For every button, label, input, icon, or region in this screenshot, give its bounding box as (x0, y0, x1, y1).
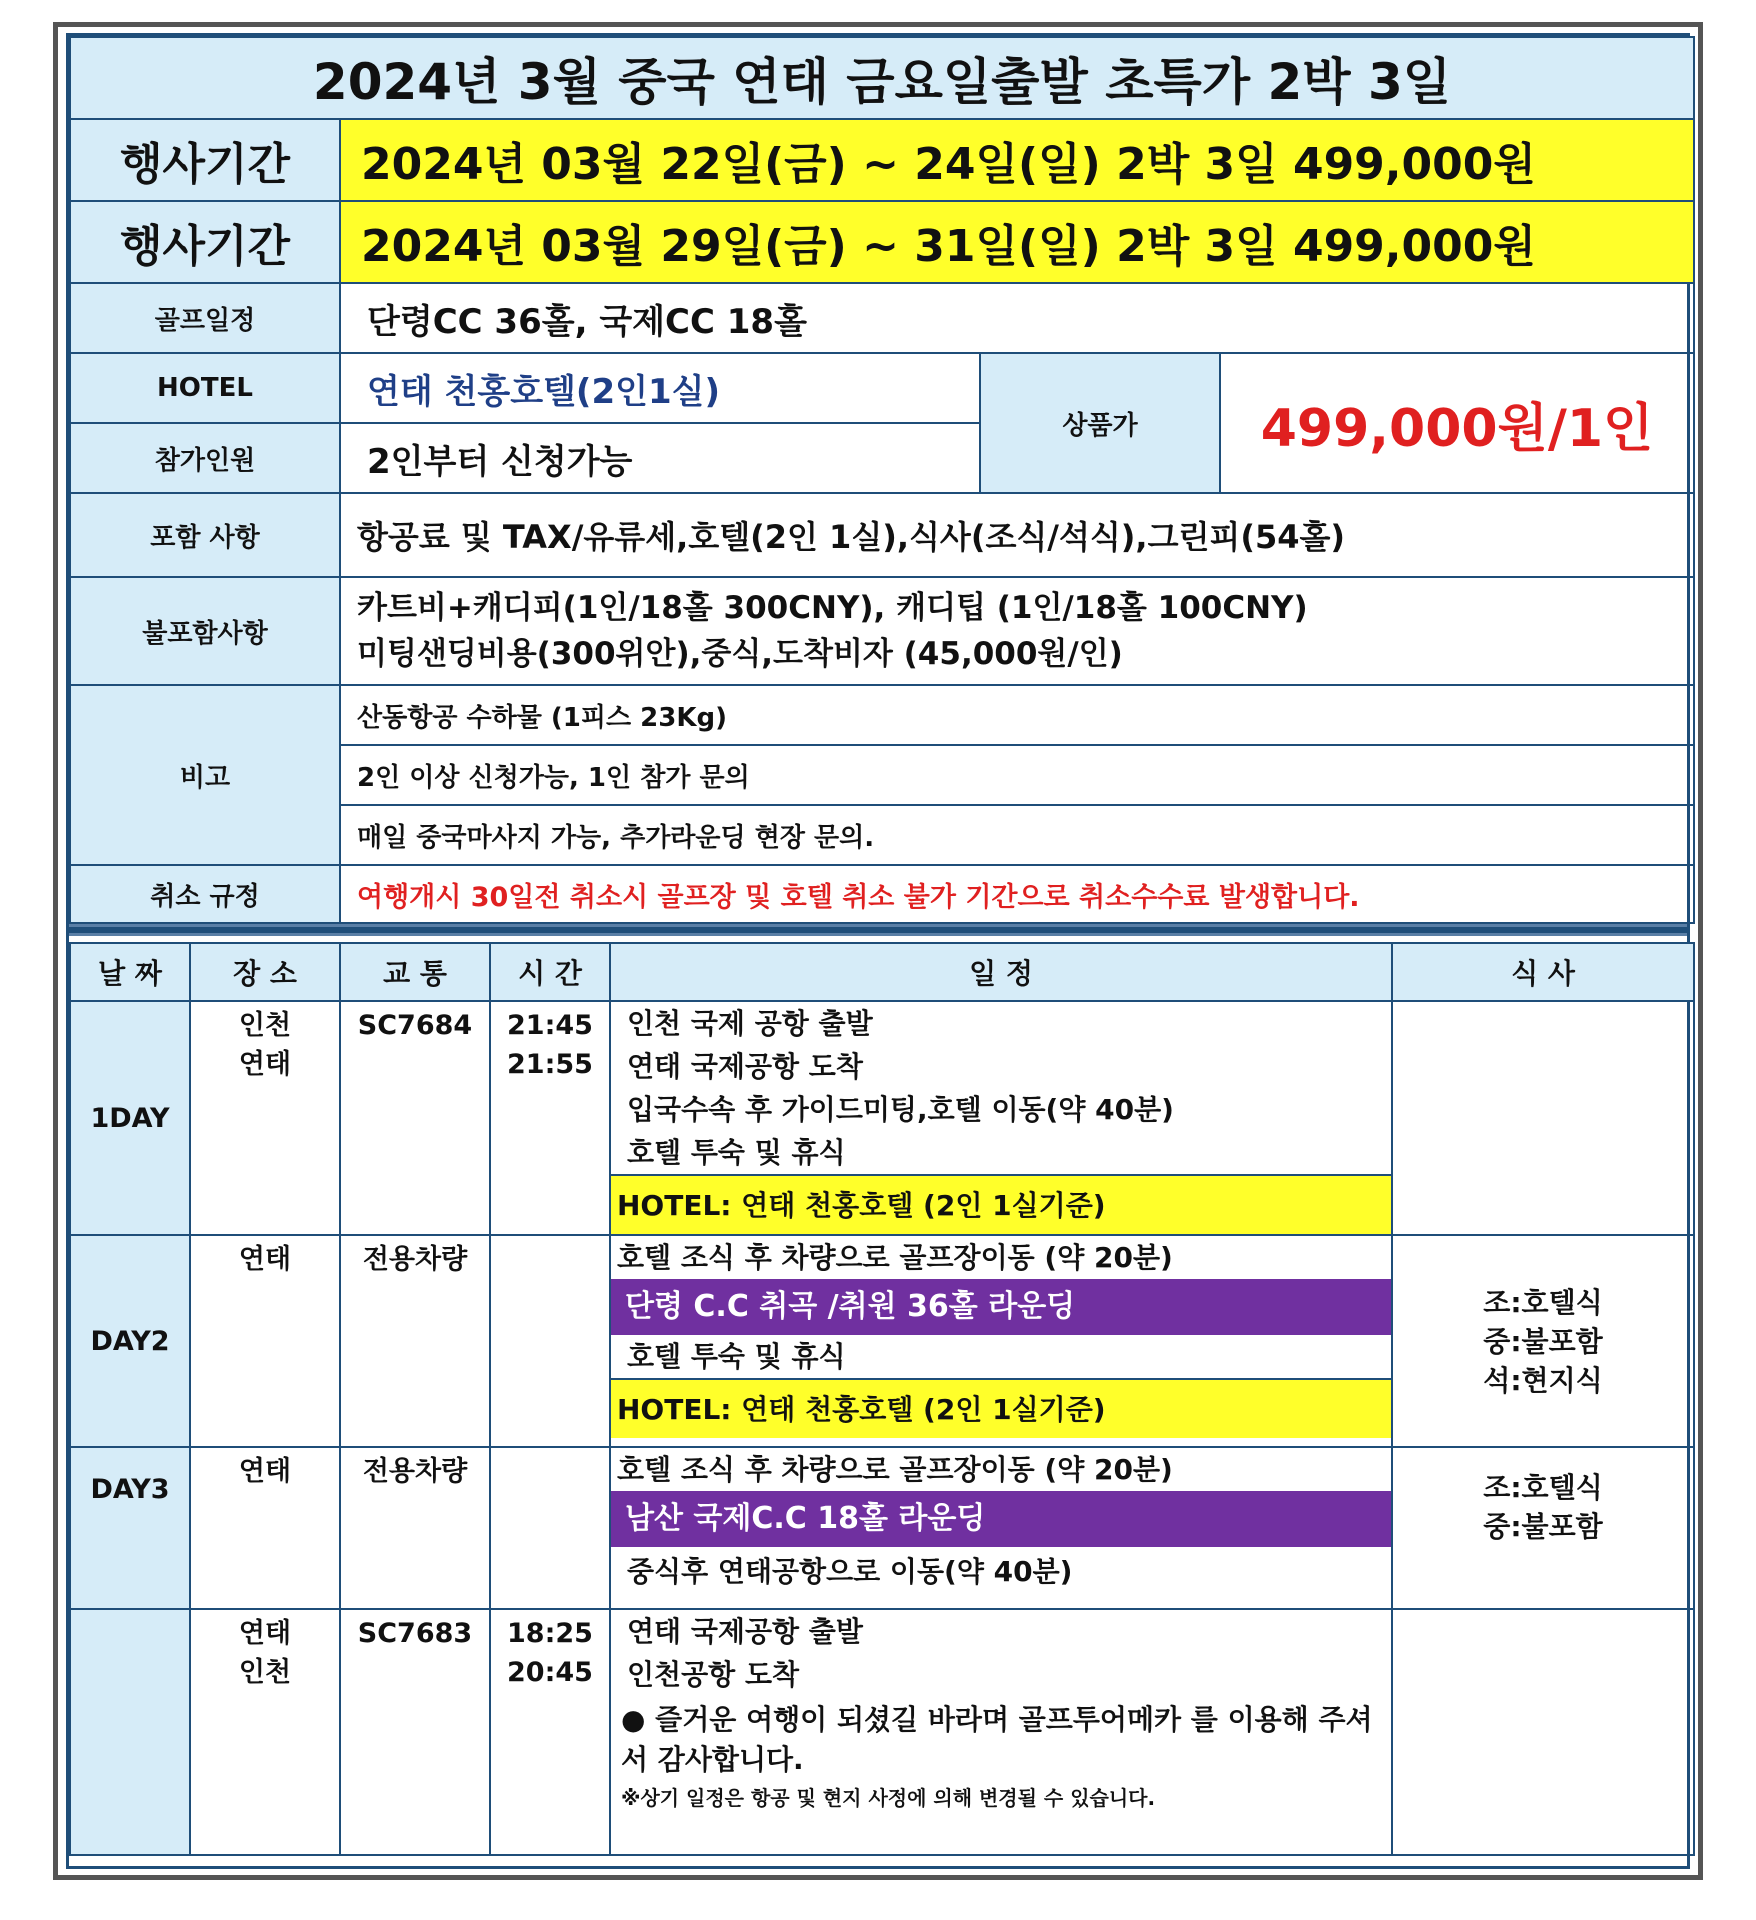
excluded-value (340, 577, 1694, 685)
summary-table (69, 36, 1695, 924)
itinerary-cell (610, 1235, 1392, 1447)
header-time: 시 간 (490, 943, 610, 1001)
cancel-policy-value: 여행개시 30일전 취소시 골프장 및 호텔 취소 불가 기간으로 취소수수료 발생합니다. (340, 865, 1694, 923)
included-value: 항공료 및 TAX/유류세,호텔(2인 1실),식사(조식/석식),그린피(54홀) (340, 493, 1694, 577)
itinerary-item: 호텔 투숙 및 휴식 (627, 1136, 846, 1169)
itinerary-cell (610, 1447, 1392, 1609)
page-title: 2024년 3월 중국 연태 금요일출발 초특가 2박 3일 (70, 37, 1694, 119)
section-divider (69, 924, 1687, 936)
itinerary-item: 연태 국제공항 도착 (627, 1050, 863, 1083)
itinerary-item: 중식후 연태공항으로 이동(약 40분) (627, 1555, 1073, 1588)
price-label: 상품가 (980, 353, 1220, 493)
included-label: 포함 사항 (70, 493, 340, 577)
hotel-label: HOTEL (70, 353, 340, 423)
cancel-policy-label: 취소 규정 (70, 865, 340, 923)
itinerary-item: 호텔 투숙 및 휴식 (627, 1340, 846, 1373)
flight-number: SC7684 (340, 1001, 490, 1235)
period-label-1: 행사기간 (70, 119, 340, 201)
period-label-2: 행사기간 (70, 201, 340, 283)
schedule-table (69, 942, 1695, 1856)
meals-cell (1392, 1235, 1694, 1447)
place-to: 인천 (238, 1657, 292, 1688)
table-row (70, 1609, 1694, 1855)
time-cell (490, 1609, 610, 1855)
meal-lunch: 중:불포함 (1483, 1324, 1603, 1358)
meal-dinner: 석:현지식 (1483, 1363, 1603, 1397)
table-row (70, 1447, 1694, 1609)
meal-lunch: 중:불포함 (1483, 1510, 1603, 1543)
header-date: 날 짜 (70, 943, 190, 1001)
participants-label: 참가인원 (70, 423, 340, 493)
golf-round-banner: 남산 국제C.C 18홀 라운딩 (611, 1491, 1391, 1547)
excluded-line-1: 카트비+캐디피(1인/18홀 300CNY), 캐디팁 (1인/18홀 100CNY) (357, 590, 1308, 626)
place-to: 연태 (238, 1049, 292, 1080)
time-cell (490, 1447, 610, 1609)
meals-cell (1392, 1447, 1694, 1609)
meal-breakfast: 조:호텔식 (1483, 1285, 1603, 1319)
transport-cell: 전용차량 (340, 1235, 490, 1447)
remark-3: 매일 중국마사지 가능, 추가라운딩 현장 문의. (340, 805, 1694, 865)
transport-cell: 전용차량 (340, 1447, 490, 1609)
place-from: 인천 (238, 1010, 292, 1041)
tour-flyer (66, 33, 1690, 1869)
golf-round-banner: 단령 C.C 취곡 /취원 36홀 라운딩 (611, 1279, 1391, 1335)
hotel-banner: HOTEL: 연태 천홍호텔 (2인 1실기준) (611, 1174, 1391, 1234)
participants-value: 2인부터 신청가능 (340, 423, 980, 493)
itinerary-item: 인천공항 도착 (627, 1658, 800, 1691)
remark-1: 산동항공 수하물 (1피스 23Kg) (340, 685, 1694, 745)
flight-number: SC7683 (340, 1609, 490, 1855)
header-place: 장 소 (190, 943, 340, 1001)
meal-breakfast: 조:호텔식 (1483, 1471, 1603, 1504)
excluded-label: 불포함사항 (70, 577, 340, 685)
meals-cell (1392, 1609, 1694, 1855)
hotel-banner: HOTEL: 연태 천홍호텔 (2인 1실기준) (611, 1378, 1391, 1438)
place-from: 연태 (238, 1618, 292, 1649)
table-row (70, 1235, 1694, 1447)
golf-schedule-label: 골프일정 (70, 283, 340, 353)
day-label: DAY3 (70, 1447, 190, 1609)
schedule-disclaimer: ※상기 일정은 항공 및 현지 사정에 의해 변경될 수 있습니다. (621, 1786, 1156, 1810)
day-label: 1DAY (70, 1001, 190, 1235)
meals-cell (1392, 1001, 1694, 1235)
place-cell: 연태 (190, 1447, 340, 1609)
itinerary-item: 호텔 조식 후 차량으로 골프장이동 (약 20분) (617, 1241, 1173, 1274)
time-cell (490, 1001, 610, 1235)
table-row (70, 1001, 1694, 1235)
itinerary-item: 입국수속 후 가이드미팅,호텔 이동(약 40분) (627, 1093, 1174, 1126)
itinerary-item: 연태 국제공항 출발 (627, 1615, 863, 1648)
price-value: 499,000원/1인 (1220, 353, 1694, 493)
hotel-value: 연태 천홍호텔(2인1실) (340, 353, 980, 423)
itinerary-cell (610, 1609, 1392, 1855)
arrival-time: 20:45 (507, 1657, 593, 1688)
arrival-time: 21:55 (507, 1049, 593, 1080)
itinerary-cell (610, 1001, 1392, 1235)
itinerary-item: 호텔 조식 후 차량으로 골프장이동 (약 20분) (617, 1453, 1173, 1486)
remark-2: 2인 이상 신청가능, 1인 참가 문의 (340, 745, 1694, 805)
day-label (70, 1609, 190, 1855)
time-cell (490, 1235, 610, 1447)
header-itinerary: 일 정 (610, 943, 1392, 1001)
excluded-line-2: 미팅샌딩비용(300위안),중식,도착비자 (45,000원/인) (357, 636, 1123, 672)
itinerary-item: 인천 국제 공항 출발 (627, 1007, 873, 1040)
place-cell: 연태 (190, 1235, 340, 1447)
place-cell (190, 1001, 340, 1235)
header-meals: 식 사 (1392, 943, 1694, 1001)
departure-time: 21:45 (507, 1010, 593, 1041)
closing-message: ● 즐거운 여행이 되셨길 바라며 골프투어메카 를 이용해 주셔서 감사합니다. (621, 1703, 1373, 1776)
header-transport: 교 통 (340, 943, 490, 1001)
departure-time: 18:25 (507, 1618, 593, 1649)
golf-schedule-value: 단령CC 36홀, 국제CC 18홀 (340, 283, 1694, 353)
period-value-2: 2024년 03월 29일(금) ~ 31일(일) 2박 3일 499,000원 (340, 201, 1694, 283)
day-label: DAY2 (70, 1235, 190, 1447)
period-value-1: 2024년 03월 22일(금) ~ 24일(일) 2박 3일 499,000원 (340, 119, 1694, 201)
remarks-label: 비고 (70, 685, 340, 865)
place-cell (190, 1609, 340, 1855)
